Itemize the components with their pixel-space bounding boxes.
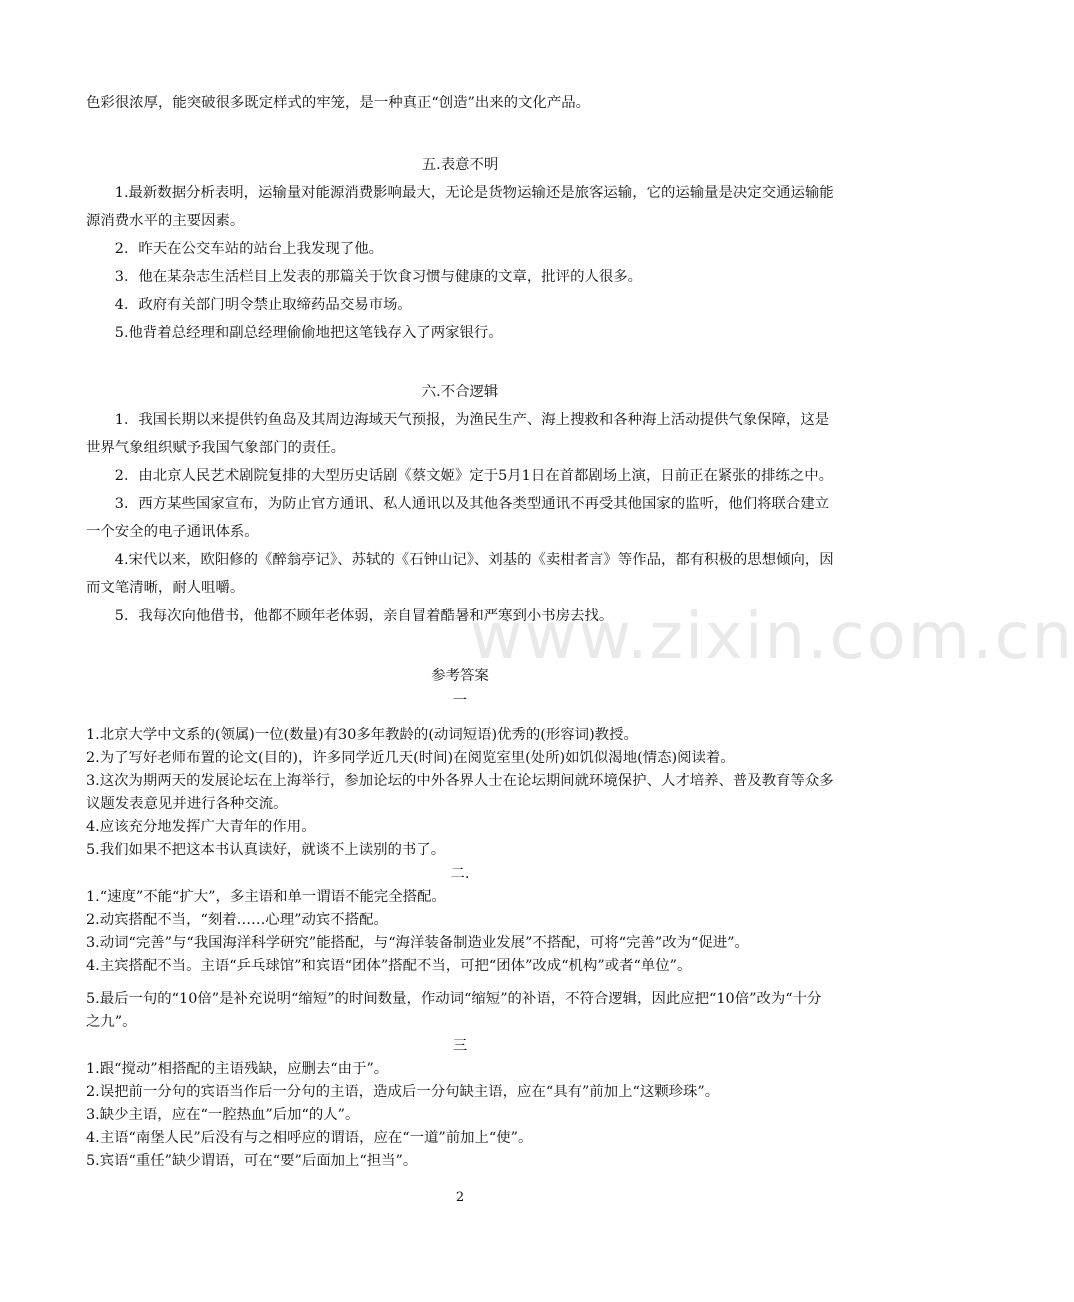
answer-item: 4.主宾搭配不当。主语“乒乓球馆”和宾语“团体”搭配不当，可把“团体”改成“机构”或者“单位”。 xyxy=(86,958,692,974)
answers-part1-label: 一 xyxy=(452,693,468,709)
answer-item: 5.宾语“重任”缺少谓语，可在“要”后面加上“担当”。 xyxy=(86,1153,418,1169)
answer-item: 4.主语“南堡人民”后没有与之相呼应的谓语，应在“一道”前加上“使”。 xyxy=(86,1130,533,1146)
section5-item: 1.最新数据分析表明，运输量对能源消费影响最大，无论是货物运输还是旅客运输，它的运输量是决定交通运输能源消费水平的主要因素。 xyxy=(86,185,834,229)
page-content xyxy=(86,89,834,1173)
section5-title: 五.表意不明 xyxy=(421,157,499,173)
answer-item: 2.动宾搭配不当，“刻着……心理”动宾不搭配。 xyxy=(86,912,388,928)
answer-item: 3.动词“完善”与“我国海洋科学研究”能搭配，与“海洋装备制造业发展”不搭配，可将“完善”改为“促进”。 xyxy=(86,935,749,951)
section5-item: 2．昨天在公交车站的站台上我发现了他。 xyxy=(114,241,383,257)
section6-title: 六.不合逻辑 xyxy=(421,384,499,400)
answer-item: 2.为了写好老师布置的论文(目的)，许多同学近几天(时间)在阅览室里(处所)如饥似渴地(情态)阅读着。 xyxy=(86,750,735,766)
section5-item: 3．他在某杂志生活栏目上发表的那篇关于饮食习惯与健康的文章，批评的人很多。 xyxy=(114,269,643,285)
document-page xyxy=(86,0,834,1302)
section6-item: 4.宋代以来，欧阳修的《醉翁亭记》、苏轼的《石钟山记》、刘基的《卖柑者言》等作品，都有积极的思想倾向，因而文笔清晰，耐人咀嚼。 xyxy=(86,552,834,596)
section6-item: 3．西方某些国家宣布，为防止官方通讯、私人通讯以及其他各类型通讯不再受其他国家的监听，他们将联合建立一个安全的电子通讯体系。 xyxy=(86,496,830,540)
answer-item: 3.缺少主语，应在“一腔热血”后加“的人”。 xyxy=(86,1107,360,1123)
page-number: 2 xyxy=(455,1190,465,1205)
watermark: www.zixin.com.cn xyxy=(470,600,1074,674)
section5-item: 4．政府有关部门明令禁止取缔药品交易市场。 xyxy=(114,297,412,313)
answer-item: 4.应该充分地发挥广大青年的作用。 xyxy=(86,819,316,835)
answer-item: 5.最后一句的“10倍”是补充说明“缩短”的时间数量，作动词“缩短”的补语，不符合逻辑，因此应把“10倍”改为“十分之九”。 xyxy=(86,991,822,1030)
answers-part2-label: 二. xyxy=(450,866,470,882)
section6-item: 5．我每次向他借书，他都不顾年老体弱，亲自冒着酷暑和严寒到小书房去找。 xyxy=(114,608,614,624)
answer-item: 3.这次为期两天的发展论坛在上海举行，参加论坛的中外各界人士在论坛期间就环境保护、人才培养、普及教育等众多议题发表意见并进行各种交流。 xyxy=(86,773,834,812)
section5-item: 5.他背着总经理和副总经理偷偷地把这笔钱存入了两家银行。 xyxy=(114,325,503,341)
answers-part3-label: 三 xyxy=(452,1038,468,1054)
section6-item: 2．由北京人民艺术剧院复排的大型历史话剧《蔡文姬》定于5月1日在首都剧场上演，日前正在紧张的排练之中。 xyxy=(114,468,834,484)
answer-item: 2.误把前一分句的宾语当作后一分句的主语，造成后一分句缺主语，应在“具有”前加上“这颗珍珠”。 xyxy=(86,1084,720,1100)
answer-item: 5.我们如果不把这本书认真读好，就谈不上读别的书了。 xyxy=(86,842,446,858)
answer-item: 1.“速度”不能“扩大”，多主语和单一谓语不能完全搭配。 xyxy=(86,889,446,905)
section6-item: 1．我国长期以来提供钓鱼岛及其周边海域天气预报，为渔民生产、海上搜救和各种海上活动提供气象保障，这是世界气象组织赋予我国气象部门的责任。 xyxy=(86,412,830,456)
answer-item: 1.北京大学中文系的(领属)一位(数量)有30多年教龄的(动词短语)优秀的(形容词)教授。 xyxy=(86,727,638,743)
answer-item: 1.跟“搅动”相搭配的主语残缺，应删去“由于”。 xyxy=(86,1061,389,1077)
answers-title: 参考答案 xyxy=(431,668,489,684)
continued-paragraph: 色彩很浓厚，能突破很多既定样式的牢笼，是一种真正“创造”出来的文化产品。 xyxy=(86,95,590,111)
